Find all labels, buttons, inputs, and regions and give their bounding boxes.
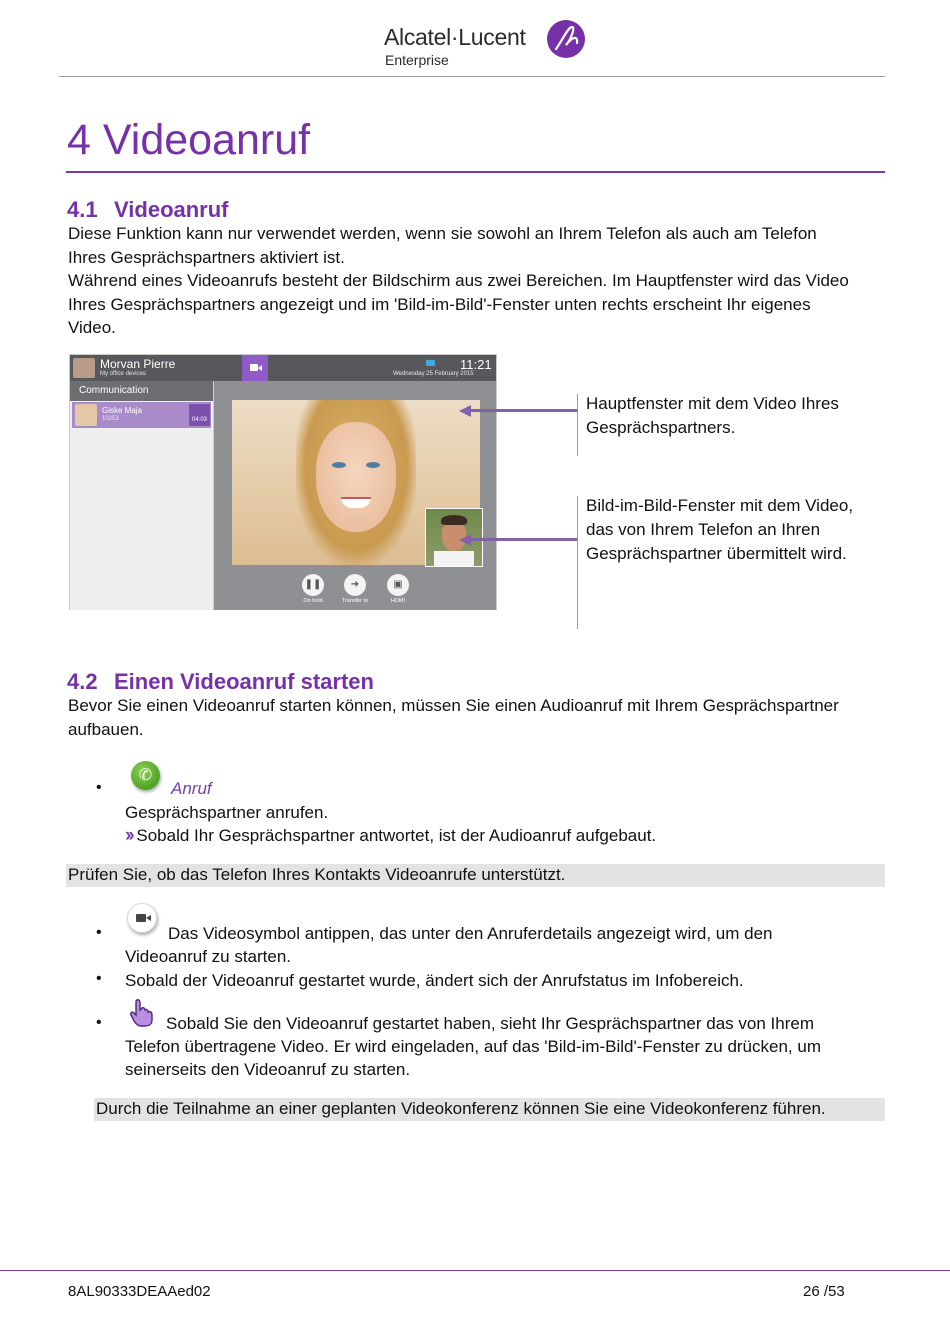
transfer-icon: ➜	[344, 574, 366, 596]
chapter-title: 4 Videoanruf	[67, 116, 311, 164]
section-heading-4-2	[67, 669, 374, 695]
contact-avatar	[75, 404, 97, 426]
step4-line1: Sobald Sie den Videoanruf gestartet haben, sieht Ihr Gesprächspartner das von Ihrem	[166, 1014, 814, 1033]
callout-arrow	[469, 409, 577, 412]
step2-line1: Das Videosymbol antippen, das unter den Anruferdetails angezeigt wird, um den	[168, 924, 773, 943]
result-chevron-icon: ››	[125, 825, 132, 846]
text-line: Hauptfenster mit dem Video Ihres	[586, 394, 839, 413]
bullet: •	[96, 924, 102, 941]
text-line: Video.	[68, 318, 116, 337]
callout-main-window	[586, 392, 839, 440]
callout-arrow	[469, 538, 577, 541]
logo-wordmark: Alcatel·Lucent	[384, 24, 526, 50]
section-number: 4.1	[67, 197, 98, 222]
video-area	[214, 381, 496, 610]
logo-subtitle: Enterprise	[385, 52, 449, 68]
camera-status-icon	[426, 360, 435, 366]
call-action-label: Anruf	[171, 779, 212, 798]
callout-divider	[577, 394, 578, 456]
text-line: Diese Funktion kann nur verwendet werden, wenn sie sowohl an Ihrem Telefon als auch am Telefon	[68, 224, 817, 243]
pip-person-hair	[441, 515, 467, 525]
eye	[332, 462, 346, 468]
section-title: Videoanruf	[114, 197, 229, 222]
step1-text: Gesprächspartner anrufen.	[125, 803, 329, 822]
contact-number: 10253	[102, 416, 119, 422]
phone-call-icon: ✆	[131, 761, 160, 790]
video-call-icon	[127, 903, 157, 933]
remote-person-face	[316, 422, 396, 532]
text-line: das von Ihrem Telefon an Ihren	[586, 520, 821, 539]
communication-panel	[70, 381, 214, 610]
text-line: Bild-im-Bild-Fenster mit dem Video,	[586, 496, 854, 515]
step4-line3: seinerseits den Videoanruf zu starten.	[125, 1060, 411, 1079]
bullet: •	[96, 1014, 102, 1031]
chapter-divider	[66, 171, 885, 173]
page-number: 26 /53	[803, 1283, 845, 1300]
control-label: Transfer to	[341, 598, 369, 604]
smile	[341, 497, 371, 508]
clock-date: Wednesday 25 February 2015	[393, 371, 474, 377]
video-call-screenshot	[69, 354, 497, 610]
pause-icon: ❚❚	[302, 574, 324, 596]
video-tab-button	[242, 355, 268, 381]
control-label: HDMI	[390, 598, 406, 604]
callout-divider	[577, 496, 578, 629]
eye	[366, 462, 380, 468]
text-line: aufbauen.	[68, 719, 144, 739]
step1-result	[125, 824, 656, 848]
clock-time: 11:21	[460, 357, 492, 372]
section-title: Einen Videoanruf starten	[114, 669, 374, 694]
text-line: Ihres Gesprächspartners aktiviert ist.	[68, 247, 345, 267]
callout-pip-window	[586, 494, 853, 566]
text-line: Bevor Sie einen Videoanruf starten können, müssen Sie einen Audioanruf mit Ihrem Gesprächspartner	[68, 696, 839, 715]
remote-video	[232, 400, 480, 565]
text-line: Gesprächspartners.	[586, 418, 736, 437]
step1-result-text: Sobald Ihr Gesprächspartner antwortet, ist der Audioanruf aufgebaut.	[136, 826, 657, 845]
user-avatar	[73, 358, 95, 378]
text-line: Ihres Gesprächspartners angezeigt und im 'Bild-im-Bild'-Fenster unten rechts erscheint Ihr eigenes	[68, 294, 811, 314]
video-camera-icon	[250, 364, 258, 371]
section-number: 4.2	[67, 669, 98, 694]
bullet: •	[96, 970, 102, 987]
section-4-1-body	[68, 222, 888, 340]
text-line: Während eines Videoanrufs besteht der Bildschirm aus zwei Bereichen. Im Hauptfenster wird das Video	[68, 271, 849, 290]
alcatel-lucent-logo-icon	[544, 19, 589, 59]
section-heading-4-1	[67, 197, 229, 223]
tap-hand-icon	[128, 997, 158, 1027]
document-reference: 8AL90333DEAAed02	[68, 1283, 211, 1300]
active-call-entry	[72, 402, 211, 428]
header-divider	[59, 76, 885, 77]
note-box: Durch die Teilnahme an einer geplanten Videokonferenz können Sie eine Videokonferenz führen.	[94, 1098, 885, 1121]
pip-person-shirt	[434, 551, 474, 566]
step4-line2: Telefon übertragene Video. Er wird eingeladen, auf das 'Bild-im-Bild'-Fenster zu drücken, um	[125, 1037, 821, 1056]
footer-divider	[0, 1270, 950, 1271]
step2-line2: Videoanruf zu starten.	[125, 947, 292, 966]
step3-text: Sobald der Videoanruf gestartet wurde, ändert sich der Anrufstatus im Infobereich.	[125, 971, 744, 990]
video-glyph	[136, 914, 146, 922]
screenshot-top-bar	[70, 355, 496, 381]
control-label: On hold	[303, 598, 323, 604]
hdmi-icon: ▣	[387, 574, 409, 596]
communication-tab: Communication	[70, 381, 213, 401]
user-devices: My office devices	[100, 371, 146, 377]
bullet: •	[96, 779, 102, 796]
text-line: Gesprächspartner übermittelt wird.	[586, 544, 847, 563]
note-box: Prüfen Sie, ob das Telefon Ihres Kontakts Videoanrufe unterstützt.	[66, 864, 885, 887]
section-4-2-intro	[68, 694, 888, 741]
user-name: Morvan Pierre	[100, 357, 176, 371]
call-duration: 04:03	[189, 404, 210, 426]
contact-name: Giske Maja	[102, 406, 143, 415]
video-glyph-lens	[146, 915, 151, 921]
video-camera-lens	[258, 365, 262, 371]
